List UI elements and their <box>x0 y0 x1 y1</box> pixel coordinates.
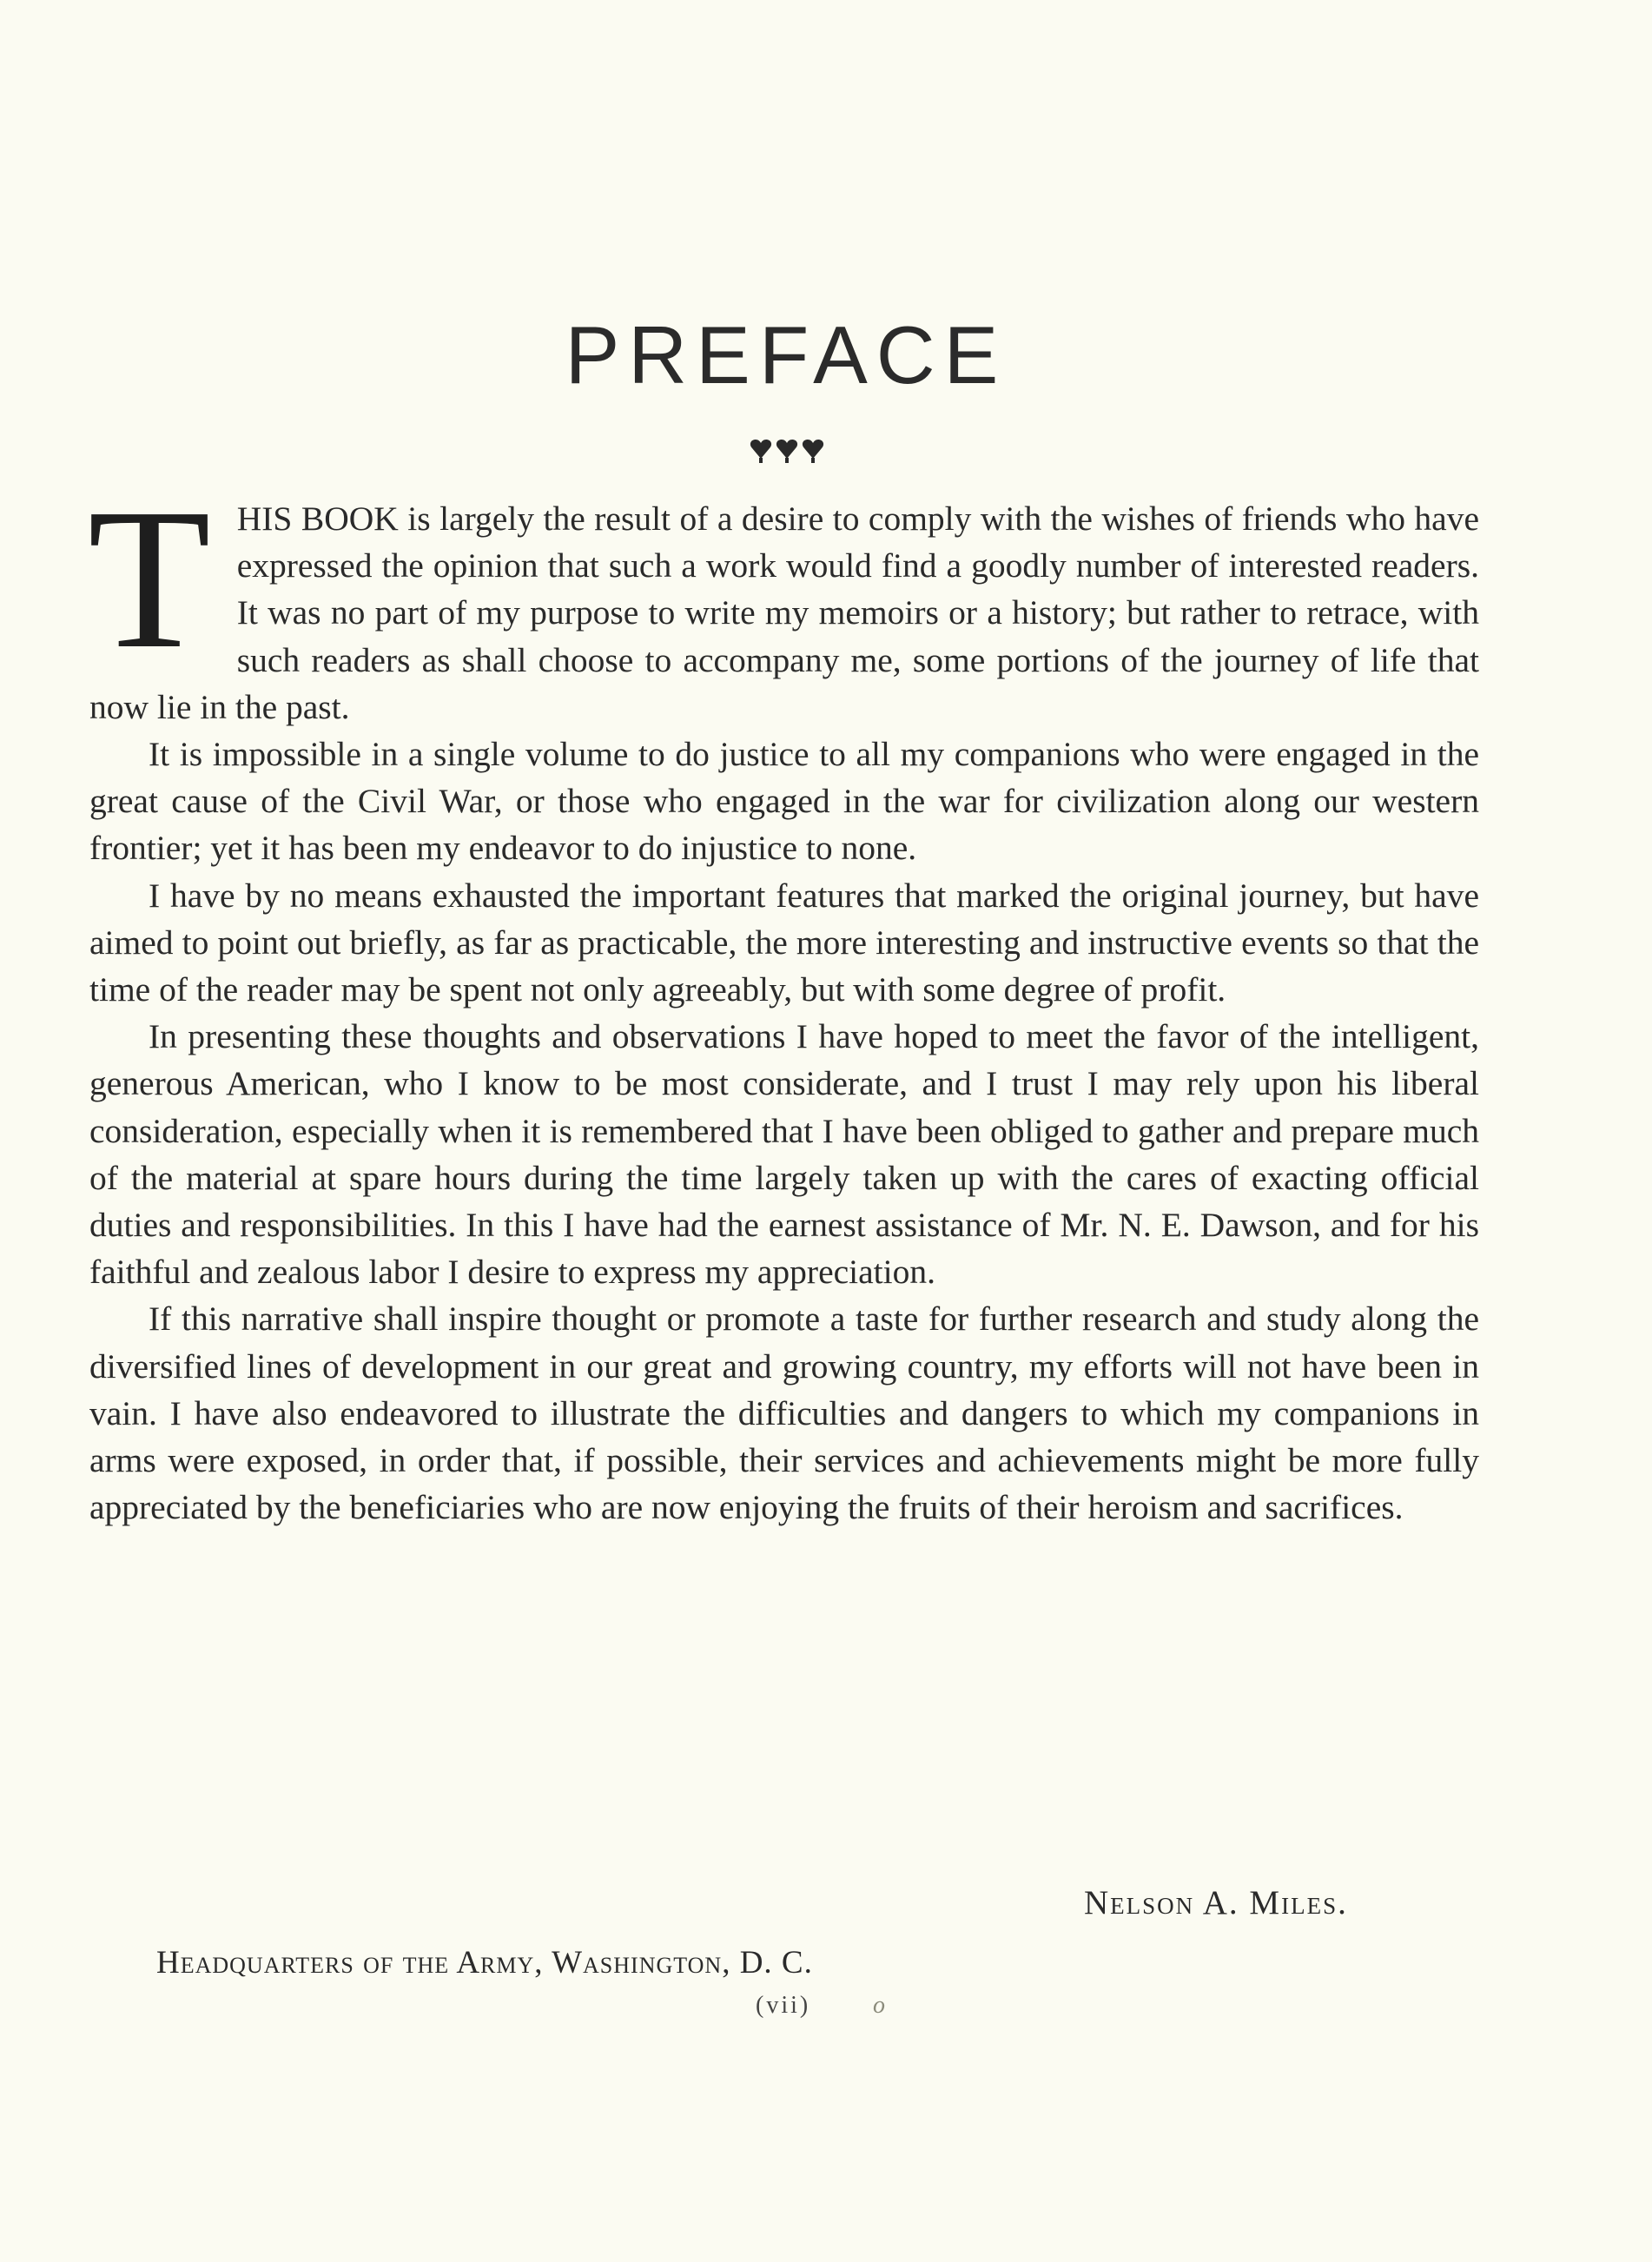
fleuron-ornament-icon <box>749 434 829 464</box>
paragraph-4: In presenting these thoughts and observations I have hoped to meet the favor of the intelligent, generous American, who I know to be most considerate, and I trust I may rely upon his liberal consideration, especially when it is remembered that I have been obliged to gather and prepare much of the material at spare hours during the time largely taken up with the cares of exacting official duties and responsibilities. In this I have had the earnest assistance of Mr. N. E. Dawson, and for his faithful and zealous labor I desire to express my appreciation. <box>89 1017 1479 1292</box>
page-title: PREFACE <box>565 309 1008 400</box>
paragraph-2: It is impossible in a single volume to do justice to all my companions who were engaged in the great cause of the Civil War, or those who engaged in the war for civilization along our western frontier; yet it has been my endeavor to do injustice to none. <box>89 735 1479 868</box>
author-signature: Nelson A. Miles. <box>1084 1884 1348 1921</box>
preface-body <box>88 467 1479 1531</box>
page-number: (vii) <box>756 1992 811 2019</box>
stray-mark: o <box>873 1992 885 2019</box>
paragraph-1 <box>88 467 1479 731</box>
drop-cap: T <box>88 467 211 691</box>
paragraph-5: If this narrative shall inspire thought or promote a taste for further research and study along the diversified lines of development in our great and growing country, my efforts will not have been in vain. I have also endeavored to illustrate the difficulties and dangers to which my companions in arms were exposed, in order that, if possible, their services and achievements might be more fully appreciated by the beneficiaries who are now enjoying the fruits of their heroism and sacrifices. <box>89 1300 1479 1527</box>
paragraph-1-text: HIS BOOK is largely the result of a desire to comply with the wishes of friends who have expressed the opinion that such a work would find a goodly number of interested readers. It was no part of my purpose to write my memoirs or a history; but rather to retrace, with such readers as shall choose to accompany me, some portions of the journey of life that now lie in the past. <box>89 499 1479 726</box>
dateline-location: Headquarters of the Army, Washington, D. C. <box>156 1945 813 1981</box>
paragraph-3: I have by no means exhausted the important features that marked the original journey, but have aimed to point out briefly, as far as practicable, the more interesting and instructive events so that the time of the reader may be spent not only agreeably, but with some degree of profit. <box>89 876 1479 1009</box>
